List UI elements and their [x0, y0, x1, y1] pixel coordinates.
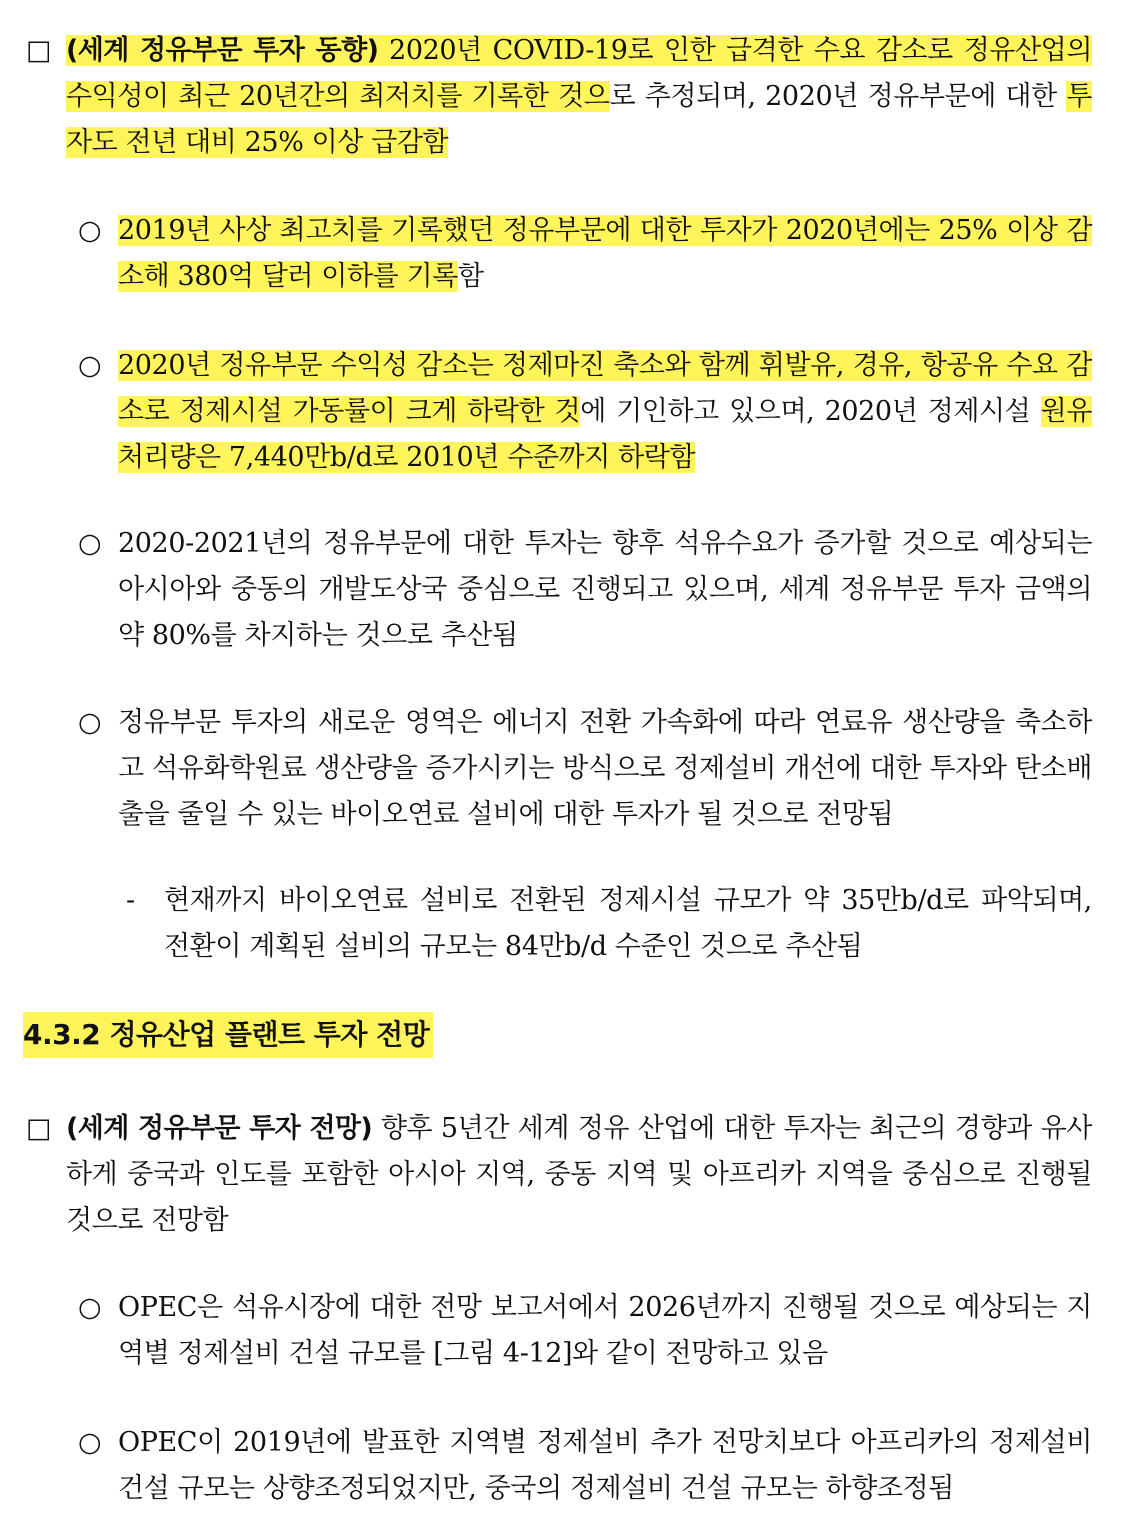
bullet-item [78, 208, 1092, 300]
bullet-item [78, 343, 1092, 481]
checkbox-marker: □ [26, 35, 52, 66]
section-paragraph [66, 1106, 1092, 1244]
circle-bullet-marker: ○ [78, 707, 102, 738]
bullet-text [118, 343, 1092, 481]
section-title: (세계 정유부문 투자 전망) [66, 1113, 373, 1144]
highlighted-text: 원유처리량은 7,440만b/d로 2010년 수준까지 하락함 [118, 396, 1092, 473]
bullet-item [78, 700, 1092, 838]
circle-bullet-marker: ○ [78, 350, 102, 381]
highlighted-text: 투자도 전년 대비 25% 이상 급감함 [66, 81, 1093, 158]
dash-bullet-marker: - [126, 885, 135, 916]
bullet-text: 정유부문 투자의 새로운 영역은 에너지 전환 가속화에 따라 연료유 생산량을 축소하고 석유화학원료 생산량을 증가시키는 방식으로 정제설비 개선에 대한 투자와 탄소배출을 줄일 수 있는 바이오연료 설비에 대한 투자가 될 것으로 전망됨 [118, 707, 1092, 830]
body-text: 향후 5년간 세계 정유 산업에 대한 투자는 최근의 경향과 유사하게 중국과 인도를 포함한 아시아 지역, 중동 지역 및 아프리카 지역을 중심으로 진행될 것으로 전망함 [66, 1113, 1092, 1236]
body-text: 로 추정되며, 2020년 정유부문에 대한 [609, 81, 1067, 112]
highlighted-text: 2019년 사상 최고치를 기록했던 정유부문에 대한 투자가 2020년에는 25% 이상 감소해 380억 달러 이하를 기록 [118, 215, 1092, 292]
bullet-text: OPEC이 2019년에 발표한 지역별 정제설비 추가 전망치보다 아프리카의 정제설비 건설 규모는 상향조정되었지만, 중국의 정제설비 건설 규모는 하향조정됨 [118, 1427, 1092, 1504]
circle-bullet-marker: ○ [78, 528, 102, 559]
circle-bullet-marker: ○ [78, 1427, 102, 1458]
sub-bullet-item [126, 878, 1092, 970]
section-investment-trend [26, 28, 1092, 166]
body-text: 함 [457, 261, 484, 292]
sub-bullet-text: 현재까지 바이오연료 설비로 전환된 정제시설 규모가 약 35만b/d로 파악되며, 전환이 계획된 설비의 규모는 84만b/d 수준인 것으로 추산됨 [164, 885, 1092, 962]
bullet-item [78, 1420, 1092, 1512]
bullet-item [78, 521, 1092, 659]
bullet-text: OPEC은 석유시장에 대한 전망 보고서에서 2026년까지 진행될 것으로 예상되는 지역별 정제설비 건설 규모를 [그림 4-12]와 같이 전망하고 있음 [118, 1292, 1092, 1369]
section-investment-outlook [26, 1106, 1092, 1244]
section-paragraph [66, 28, 1092, 166]
body-text: 에 기인하고 있으며, 2020년 정제시설 [580, 396, 1041, 427]
bullet-text: 2020-2021년의 정유부문에 대한 투자는 향후 석유수요가 증가할 것으로 예상되는 아시아와 중동의 개발도상국 중심으로 진행되고 있으며, 세계 정유부문 투자 금액의 약 80%를 차지하는 것으로 추산됨 [118, 528, 1092, 651]
highlighted-text: 2020년 정유부문 수익성 감소는 정제마진 축소와 함께 휘발유, 경유, 항공유 수요 감소로 정제시설 가동률이 크게 하락한 것 [118, 350, 1092, 427]
circle-bullet-marker: ○ [78, 215, 102, 246]
circle-bullet-marker: ○ [78, 1292, 102, 1323]
section-title: (세계 정유부문 투자 동향) [66, 35, 379, 66]
bullet-text [118, 208, 1092, 300]
section-heading: 4.3.2 정유산업 플랜트 투자 전망 [23, 1012, 433, 1058]
highlighted-text: 2020년 COVID-19로 인한 급격한 수요 감소로 정유산업의 수익성이 최근 20년간의 최저치를 기록한 것으 [66, 35, 1092, 112]
bullet-item [78, 1285, 1092, 1377]
checkbox-marker: □ [26, 1113, 52, 1144]
